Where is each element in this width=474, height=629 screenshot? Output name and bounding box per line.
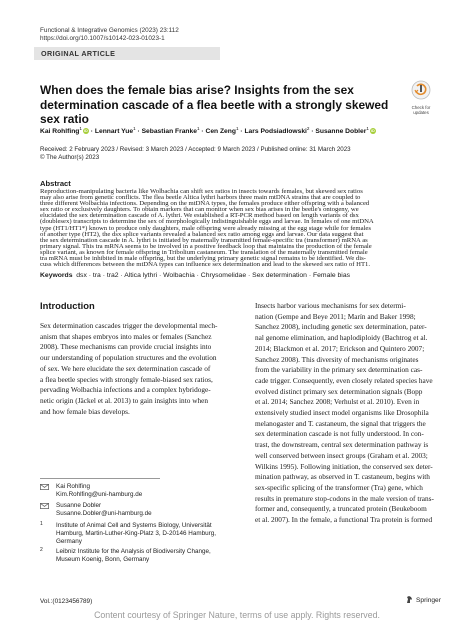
keywords-list: dsx · tra · tra2 · Altica lythri · Wolbachia · Chrysomelidae · Sex determination · Female bias — [76, 272, 350, 279]
body-line: anism that shapes embryos into males or females (Sanchez — [40, 331, 212, 341]
author-list: Kai Rohlfing$^1$iD · Lennart Yue$^1$ · Sebastian Franke$^1$ · Cen Zeng$^1$ · Lars Podsiadlowski$^2$ · Susanne Dobler$^1$iD — [40, 126, 375, 136]
journal-citation — [40, 27, 179, 43]
author[interactable]: Sebastian Franke$^1$ — [141, 126, 200, 136]
body-line: 2014; Blackmon et al. 2017; Erickson and Quintero 2007; — [255, 343, 425, 353]
publication-dates — [40, 146, 351, 162]
affiliation: 2 Leibniz Institute for the Analysis of Biodiversity Change, Museum Koenig, Bonn, Germany — [40, 547, 211, 563]
body-line: Insects harbor various mechanisms for sex determi- — [255, 301, 406, 310]
abstract-line: three different Wolbachia infections. Depending on the mtDNA types, the females produce either offspring with a balanced — [40, 200, 370, 208]
check-for-updates-button[interactable] — [406, 80, 436, 115]
corresponding-authors — [40, 483, 222, 563]
check-updates-icon — [411, 80, 431, 100]
body-line: et al. 2007). In the female, a functional Tra protein is formed — [255, 515, 433, 525]
envelope-icon — [40, 484, 49, 490]
orcid-icon[interactable]: iD — [371, 129, 375, 134]
body-line: nation (Gempe and Beye 2011; Marín and Baker 1998; — [255, 311, 416, 321]
author[interactable]: Kai Rohlfing$^1$ — [40, 126, 82, 136]
journal-name-line: Functional & Integrative Genomics (2023) 23:112 — [40, 27, 179, 34]
body-line: et al. 2014; Sanchez 2008; Verhulst et al. 2010). Even in — [255, 397, 420, 407]
doi-link[interactable]: https://doi.org/10.1007/s10142-023-01023-1 — [40, 35, 165, 42]
body-line: cade trigger. Consequently, even closely related species have — [255, 375, 433, 385]
copyright-line: © The Author(s) 2023 — [40, 154, 100, 162]
body-line: results in premature stop-codons in the male version of trans- — [255, 493, 434, 503]
affiliation: 1 Institute of Animal Cell and Systems Biology, Universität Hamburg, Martin-Luther-King-Platz 3, D-20146 Hamburg, Germany — [40, 521, 216, 545]
abstract-heading: Abstract — [40, 179, 71, 188]
body-line: pervading Wolbachia infections and a complex hybridoge- — [40, 385, 211, 395]
publisher-logo — [405, 595, 441, 604]
contact-entry — [40, 483, 222, 498]
body-line: and how female bias develops. — [40, 406, 130, 416]
body-line: nal genome elimination, and haplodiploidy (Bachtrog et al. — [255, 333, 428, 343]
author[interactable]: Lars Podsiadlowski$^2$ — [244, 126, 310, 136]
orcid-icon[interactable]: iD — [84, 129, 88, 134]
body-line: evolved distinct primary sex determination signals (Bopp — [255, 386, 423, 396]
body-line: extensively studied insect model organisms like Drosophila — [255, 408, 429, 418]
body-line: sex determination cascade is not fully understood. In con- — [255, 429, 424, 439]
copyright-watermark: Content courtesy of Springer Nature, terms of use apply. Rights reserved. — [94, 610, 380, 620]
author[interactable]: Susanne Dobler$^1$ — [315, 126, 369, 136]
abstract-line: the sex determination cascade in A. lythri is initiated by maternally transmitted female-specific tra (transformer) mRNA as — [40, 236, 368, 244]
abstract-line: elucidated the sex determination cascade of A. lythri. We established a RT-PCR method based on length variants of dsx — [40, 212, 359, 220]
abstract-line: primary signal. This tra mRNA seems to be involved in a positive feedback loop that maintains the production of the female — [40, 242, 372, 250]
abstract-line: (doublesex) transcripts to determine the sex of morphologically indistinguishable eggs and larvae. In females of one mtDNA — [40, 218, 374, 226]
body-line: sex-specific splicing of the transformer (Tra) gene, which — [255, 482, 423, 492]
contact-email[interactable]: Kim.Rohlfing@uni-hamburg.de — [56, 490, 143, 498]
article-type-badge — [34, 47, 220, 60]
body-line: Sex determination cascades trigger the developmental mech- — [40, 321, 218, 330]
abstract-line: type (HT1/HT1*) known to produce only daughters, male offspring were already missing at the egg stage while for females — [40, 224, 371, 232]
body-line: Sanchez 2008), including genetic sex determination, pater- — [255, 322, 427, 332]
abstract-body — [40, 189, 436, 268]
body-line: from the variability in the primary sex determination cas- — [255, 365, 423, 375]
abstract-line: may also arise from genetic conflicts. The flea beetle Altica lythri harbors three main mtDNA strains that are coupled to — [40, 194, 361, 202]
body-line: of sex. We here elucidate the sex determination cascade of — [40, 363, 211, 373]
abstract-line: cuss which differences between the mtDNA types can influence sex determination and lead to the skewed sex ratio of HT1. — [40, 261, 371, 269]
body-line: former and, consequently, a truncated protein (Beukeboom — [255, 504, 427, 514]
publisher-name: Springer — [416, 597, 441, 604]
envelope-icon — [40, 503, 49, 509]
abstract-line: tra mRNA must be inhibited in male offspring, but the underlying primary genetic signal remains to be identified. We dis- — [40, 255, 366, 263]
body-line: melanogaster and T. castaneum, the signal that triggers the — [255, 418, 426, 428]
contact-name: Susanne Dobler — [56, 502, 102, 510]
keywords-label: Keywords — [40, 272, 73, 279]
body-line: 2008). These mechanisms can provide crucial insights into — [40, 342, 212, 352]
body-line: a flea beetle species with strongly female-biased sex ratios, — [40, 374, 213, 384]
body-line: Sanchez 2008). This diversity of mechanisms originates — [255, 354, 419, 364]
body-line: our understanding of population structures and the evolution — [40, 353, 217, 363]
check-updates-line1: Check for — [411, 105, 431, 110]
contact-name: Kai Rohlfing — [56, 483, 90, 490]
history-dates: Received: 2 February 2023 / Revised: 3 March 2023 / Accepted: 9 March 2023 / Published online: 31 March 2023 — [40, 146, 351, 153]
body-line: Wilkins 1995). Following initiation, the conserved sex deter- — [255, 461, 433, 471]
article-type-label: ORIGINAL ARTICLE — [41, 49, 116, 58]
springer-horse-icon — [405, 595, 414, 604]
author[interactable]: Lennart Yue$^1$ — [94, 126, 136, 136]
check-updates-line2: updates — [413, 110, 429, 115]
page-number: Vol.:(0123456789) — [40, 598, 93, 605]
left-column-text — [40, 321, 222, 417]
article-title: When does the female bias arise? Insights from the sex determination cascade of a flea beetle with a strongly skewed sex ratio — [40, 83, 389, 126]
abstract-line: sex ratio or exclusively daughters. To obtain markers that can monitor when sex bias arises in the beetle's ontogeny, we — [40, 206, 359, 214]
right-column-text — [255, 301, 436, 526]
introduction-heading: Introduction — [40, 300, 95, 311]
footnote-divider — [40, 478, 160, 479]
author[interactable]: Cen Zeng$^1$ — [205, 126, 239, 136]
contact-entry — [40, 502, 222, 517]
contact-email[interactable]: Susanne.Dobler@uni-hamburg.de — [56, 509, 152, 517]
keywords — [40, 272, 350, 279]
body-line: mination pathway, as observed in T. castaneum, begins with — [255, 472, 430, 482]
abstract-line: of another type (HT2), the dsx splice variants revealed a balanced sex ratio among eggs and larvae. Our data suggest that — [40, 230, 364, 238]
body-line: well conserved between insect groups (Graham et al. 2003; — [255, 450, 428, 460]
abstract-line: Reproduction-manipulating bacteria like Wolbachia can shift sex ratios in insects towards females, but skewed sex ratios — [40, 188, 363, 195]
body-line: trast, the downstream, central sex determination pathway is — [255, 440, 429, 450]
abstract-line: splice variant, as known for female offspring in Tribolium castaneum. The translation of the maternally transmitted female — [40, 248, 368, 256]
body-line: netic origin (Jäckel et al. 2013) to gain insights into when — [40, 395, 208, 405]
